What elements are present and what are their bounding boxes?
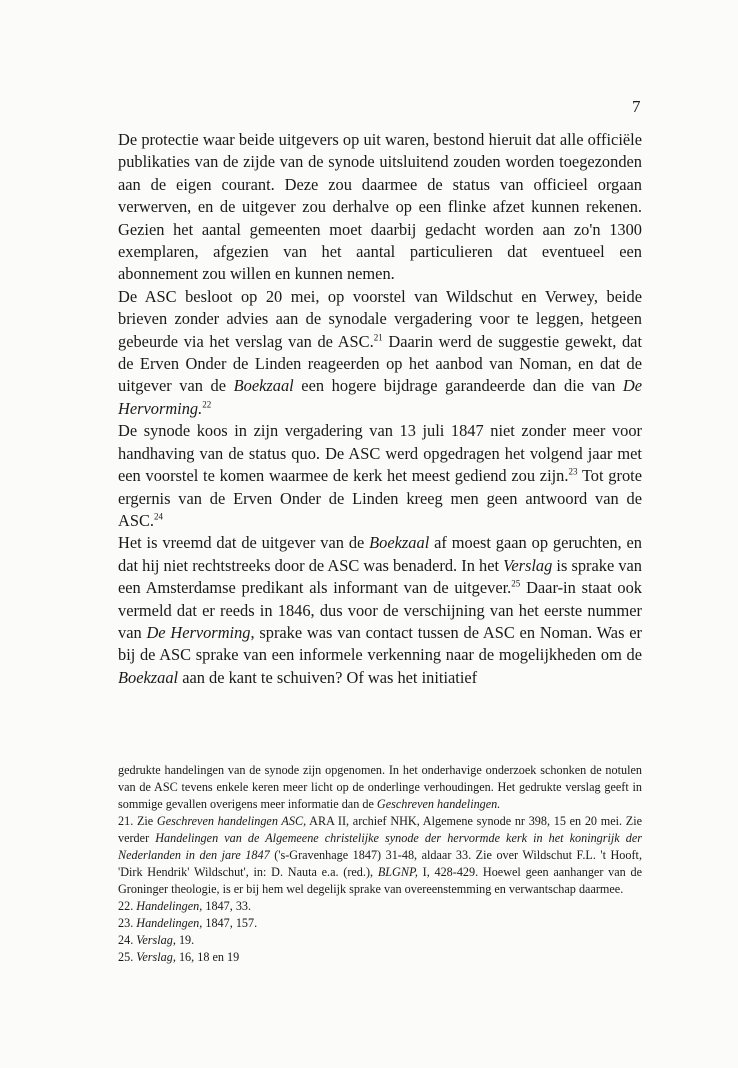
italic-text: De Hervorming (146, 622, 251, 642)
paragraph (118, 532, 642, 689)
italic-text: Verslag, (136, 933, 176, 947)
text-run: 19. (175, 933, 195, 947)
footnote-24 (118, 932, 642, 949)
text-run: Het is vreemd dat de uitgever van de (118, 533, 370, 553)
page-number: 7 (632, 97, 641, 116)
footnote-22 (118, 898, 642, 915)
footnote-ref: 23 (568, 466, 578, 477)
text-run: is sprake van een Amsterdamse predikant als informant van de uitgever. (118, 555, 642, 598)
italic-text: Boekzaal (118, 667, 179, 687)
text-run: een hogere bijdrage garandeerde dan die van (293, 376, 623, 396)
italic-text: Verslag (503, 555, 553, 575)
footnote-ref: 25 (511, 578, 521, 589)
italic-text: Boekzaal (233, 376, 294, 396)
text-run: 1847, 157. (202, 916, 258, 930)
footnotes (118, 762, 642, 966)
text-run: 22. (118, 899, 137, 913)
footnote-continuation (118, 762, 642, 813)
italic-text: De Hervorming. (118, 376, 642, 418)
italic-text: Handelingen van de Algemeene christelijke synode der hervormde kerk in het koningrijk der Nederlanden in den jare 1847 (118, 831, 643, 862)
footnote-23 (118, 915, 642, 932)
text-run: Daar-in staat ook vermeld dat er reeds in 1846, dus voor de verschijning van het eerste nummer van (118, 578, 643, 642)
paragraph (118, 286, 642, 420)
text-run: Tot grote ergernis van de Erven Onder de Linden kreeg men geen antwoord van de ASC. (118, 466, 642, 530)
body-text (118, 129, 642, 689)
italic-text: Geschreven handelingen ASC, (156, 814, 307, 828)
text-run: 21. Zie (118, 814, 157, 828)
text-run: af moest gaan op geruchten, en dat hij niet rechtstreeks door de ASC was benaderd. In het (118, 533, 642, 575)
text-run: 25. (118, 950, 137, 964)
text-run: aan de kant te schuiven? Of was het initiatief (178, 667, 478, 687)
text-run: I, 428-429. Hoewel geen aanhanger van de Groninger theologie, is er bij hem wel degelijk sprake van overeenstemming en verwantschap daarmee. (118, 865, 643, 896)
text-run: Daarin werd de suggestie gewekt, dat de Erven Onder de Linden reageerden op het aanbod van Noman, en dat de uitgever van de (118, 331, 642, 396)
text-run: 23. (118, 916, 137, 930)
italic-text: Geschreven handelingen. (376, 797, 501, 811)
text-run: De protectie waar beide uitgevers op uit waren, bestond hieruit dat alle officiële publikaties van de zijde van de synode uitsluitend zouden worden toegezonden aan de eigen courant. Deze zou daarmee de status van officieel orgaan verwerven, en de uitgever zou derhalve op een flinke afzet kunnen rekenen. Gezien het aantal gemeenten moet daarbij gedacht worden aan zo'n 1300 exemplaren, afgezien van het aantal particulieren dat eventueel een abonnement zou willen en kunnen nemen. (118, 130, 642, 284)
text-run: gedrukte handelingen van de synode zijn opgenomen. In het onderhavige onderzoek schonken de notulen van de ASC tevens enkele keren meer licht op de onderlinge verhoudingen. Het gedrukte verslag geeft in sommige gevallen overigens meer informatie dan de (118, 763, 642, 811)
footnote-ref: 22 (202, 399, 212, 410)
footnote-ref: 24 (153, 511, 163, 522)
italic-text: Handelingen, (136, 916, 203, 930)
text-run: De ASC besloot op 20 mei, op voorstel van Wildschut en Verwey, beide brieven zonder advies aan de synodale vergadering voor te leggen, hetgeen gebeurde via het verslag van de ASC. (118, 286, 642, 351)
text-run: ('s-Gravenhage 1847) 31-48, aldaar 33. Zie over Wildschut F.L. 't Hooft, 'Dirk Hendrik' Wildschut', in: D. Nauta e.a. (red.), (118, 848, 642, 879)
text-run: 24. (118, 933, 137, 947)
italic-text: Boekzaal (369, 533, 430, 553)
italic-text: BLGNP, (377, 865, 418, 879)
italic-text: Handelingen, (136, 899, 203, 913)
text-run: De synode koos in zijn vergadering van 13 juli 1847 niet zonder meer voor handhaving van de status quo. De ASC werd opgedragen het volgend jaar met een voorstel te komen waarmee de kerk het meest gediend zou zijn. (118, 421, 642, 486)
text-run: 1847, 33. (202, 899, 252, 913)
paragraph (118, 420, 642, 532)
text-run: , sprake was van contact tussen de ASC en Noman. Was er bij de ASC sprake van een informele verkenning naar de mogelijkheden om de (118, 622, 642, 665)
footnote-25 (118, 949, 642, 966)
footnote-21 (118, 813, 642, 898)
footnote-ref: 21 (373, 332, 383, 343)
text-run: 16, 18 en 19 (175, 950, 240, 964)
text-run: ARA II, archief NHK, Algemene synode nr 398, 15 en 20 mei. Zie verder (118, 814, 642, 845)
italic-text: Verslag, (136, 950, 176, 964)
paragraph (118, 129, 642, 286)
